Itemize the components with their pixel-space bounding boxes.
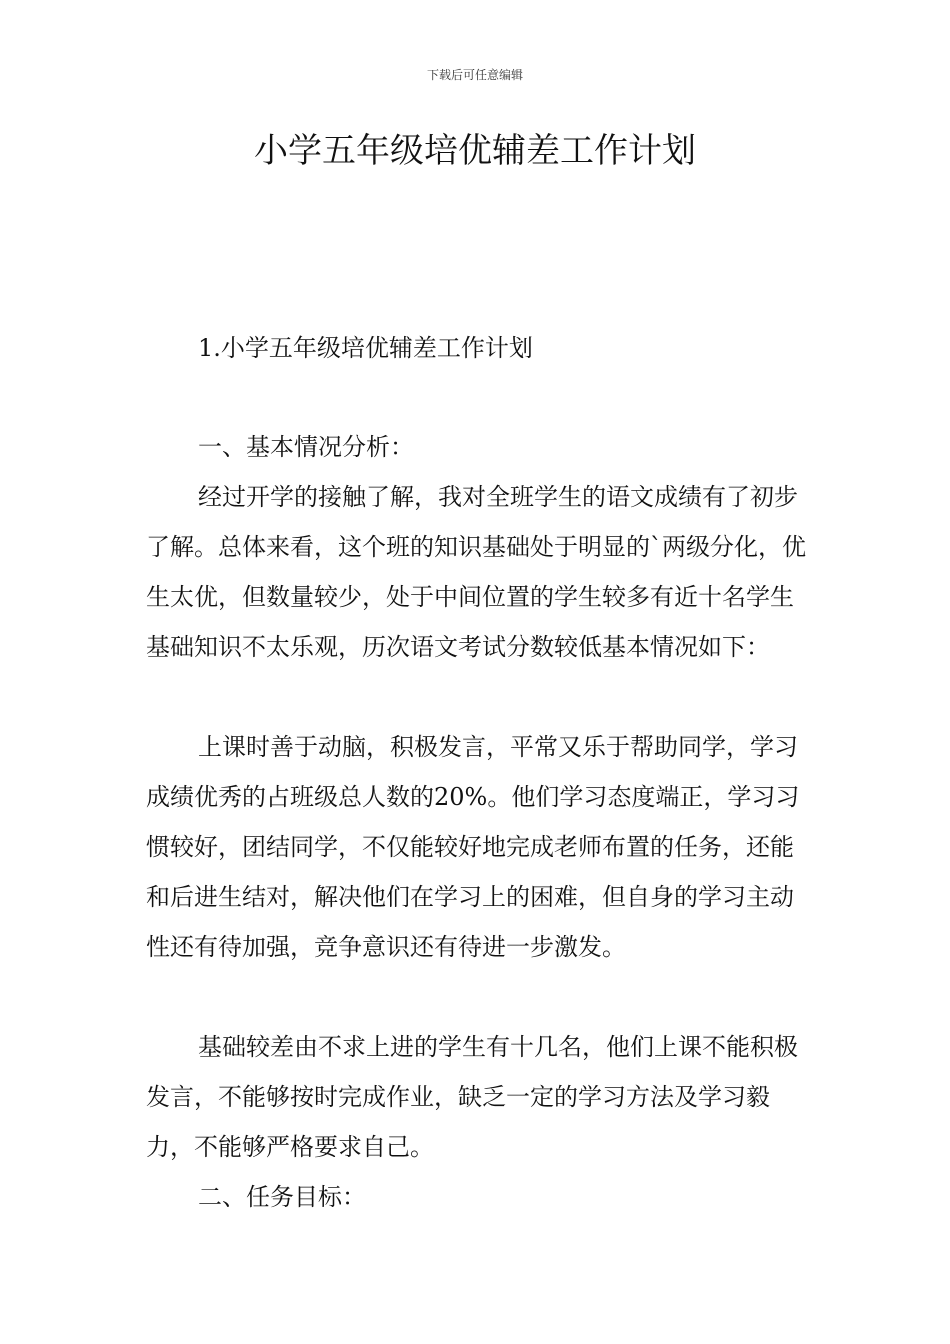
section-heading-basic-situation: 一、基本情况分析： [198, 433, 414, 461]
document-subtitle: 1.小学五年级培优辅差工作计划 [198, 334, 533, 362]
page-header-note: 下载后可任意编辑 [426, 68, 523, 82]
paragraph-weak-students: 基础较差由不求上进的学生有十几名，他们上课不能积极发言，不能够按时完成作业，缺乏一定的学习方法及学习毅力，不能够严格要求自己。 [146, 1033, 798, 1161]
document-title: 小学五年级培优辅差工作计划 [254, 131, 696, 171]
section-heading-task-goals: 二、任务目标： [198, 1183, 366, 1211]
paragraph-overview: 经过开学的接触了解，我对全班学生的语文成绩有了初步了解。总体来看，这个班的知识基础处于明显的`两级分化，优生太优，但数量较少，处于中间位置的学生较多有近十名学生基础知识不太乐观，历次语文考试分数较低基本情况如下： [146, 483, 806, 661]
paragraph-top-students: 上课时善于动脑，积极发言，平常又乐于帮助同学，学习成绩优秀的占班级总人数的20%。他们学习态度端正，学习习惯较好，团结同学，不仅能较好地完成老师布置的任务，还能和后进生结对，解决他们在学习上的困难，但自身的学习主动性还有待加强，竞争意识还有待进一步激发。 [146, 733, 800, 961]
